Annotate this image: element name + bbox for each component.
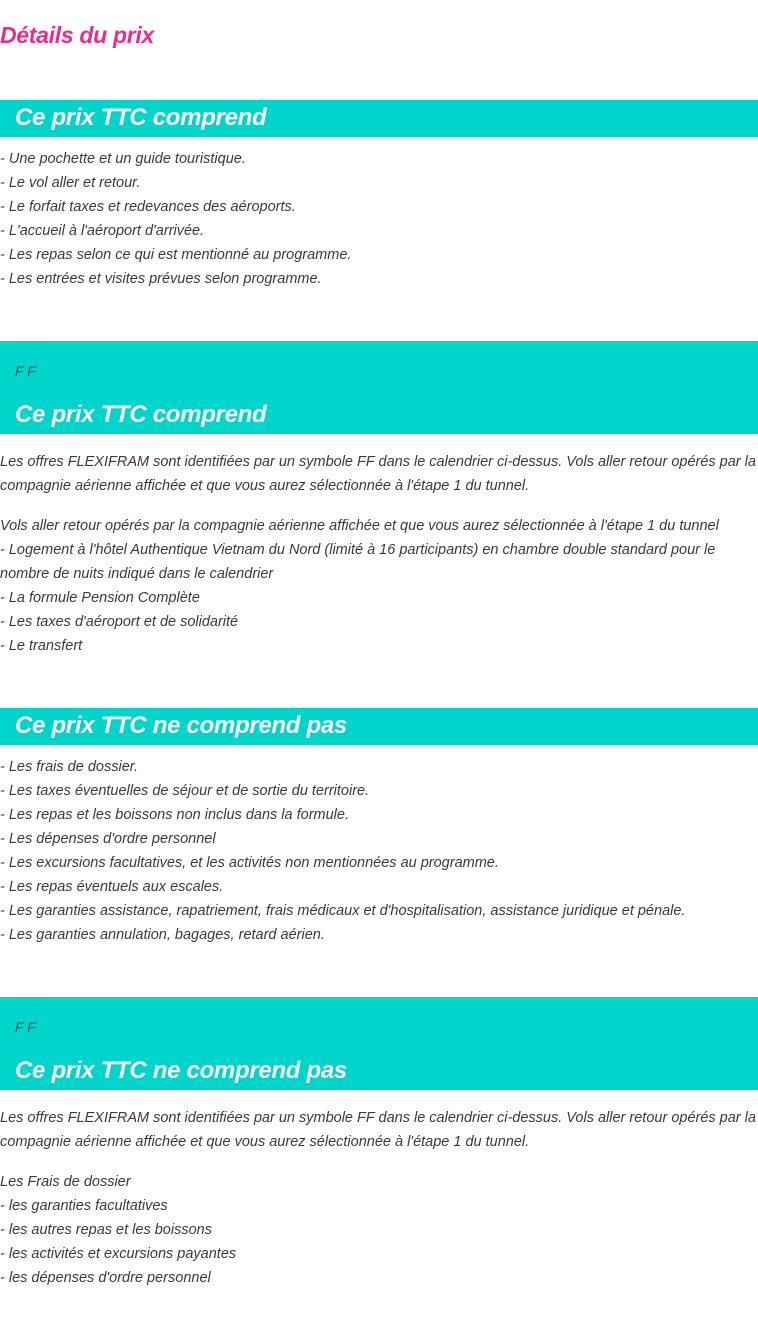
list-item: - Les frais de dossier. (0, 759, 139, 775)
ff-tag: F F (15, 1019, 36, 1035)
included-flexifram-intro (0, 450, 756, 498)
list-item: - Le transfert (0, 638, 83, 654)
list-item: - Les entrées et visites prévues selon programme. (0, 271, 322, 287)
section-header-not-included-flexifram (0, 997, 758, 1090)
list-item: - Les dépenses d'ordre personnel (0, 831, 216, 847)
not-included-list (0, 755, 756, 947)
intro-paragraph: Les offres FLEXIFRAM sont identifiées par un symbole FF dans le calendrier ci-dessus. Vols aller retour opérés par la compagnie aérienne affichée et que vous aurez sélectionnée à l'étape 1 du tunnel. (0, 1110, 756, 1150)
ff-tag: F F (15, 363, 36, 379)
list-item: - les dépenses d'ordre personnel (0, 1270, 211, 1286)
list-item: - Les garanties annulation, bagages, retard aérien. (0, 927, 325, 943)
section-title: Ce prix TTC comprend (15, 401, 267, 428)
list-item: - Les repas éventuels aux escales. (0, 879, 224, 895)
list-item: - Les excursions facultatives, et les activités non mentionnées au programme. (0, 855, 499, 871)
list-item: Vols aller retour opérés par la compagnie aérienne affichée et que vous aurez sélectionnée à l'étape 1 du tunnel (0, 518, 719, 534)
list-item: - les activités et excursions payantes (0, 1246, 237, 1262)
list-item: - Logement à l'hôtel Authentique Vietnam du Nord (limité à 16 participants) en chambre double standard pour le nombre de nuits indiqué dans le calendrier (0, 542, 716, 582)
list-item: - Les garanties assistance, rapatriement, frais médicaux et d'hospitalisation, assistance juridique et pénale. (0, 903, 686, 919)
list-item: - Le forfait taxes et redevances des aéroports. (0, 199, 296, 215)
section-header-included (0, 100, 758, 137)
not-included-flexifram-list (0, 1170, 756, 1290)
list-item: Les Frais de dossier (0, 1174, 131, 1190)
list-item: - Les repas selon ce qui est mentionné au programme. (0, 247, 352, 263)
section-title: Ce prix TTC ne comprend pas (15, 1057, 347, 1084)
intro-paragraph: Les offres FLEXIFRAM sont identifiées par un symbole FF dans le calendrier ci-dessus. Vols aller retour opérés par la compagnie aérienne affichée et que vous aurez sélectionnée à l'étape 1 du tunnel. (0, 454, 756, 494)
list-item: - L'accueil à l'aéroport d'arrivée. (0, 223, 205, 239)
list-item: - Les taxes éventuelles de séjour et de sortie du territoire. (0, 783, 370, 799)
list-item: - les garanties facultatives (0, 1198, 168, 1214)
included-list (0, 147, 756, 291)
not-included-flexifram-intro (0, 1106, 756, 1154)
section-title: Ce prix TTC ne comprend pas (15, 712, 347, 739)
list-item: - les autres repas et les boissons (0, 1222, 212, 1238)
page-title: Détails du prix (0, 22, 154, 48)
section-header-not-included (0, 708, 758, 745)
included-flexifram-list (0, 514, 756, 658)
section-title: Ce prix TTC comprend (15, 104, 267, 131)
list-item: - Le vol aller et retour. (0, 175, 141, 191)
list-item: - Les taxes d'aéroport et de solidarité (0, 614, 239, 630)
list-item: - Les repas et les boissons non inclus dans la formule. (0, 807, 349, 823)
list-item: - Une pochette et un guide touristique. (0, 151, 246, 167)
list-item: - La formule Pension Complète (0, 590, 200, 606)
section-header-included-flexifram (0, 341, 758, 434)
